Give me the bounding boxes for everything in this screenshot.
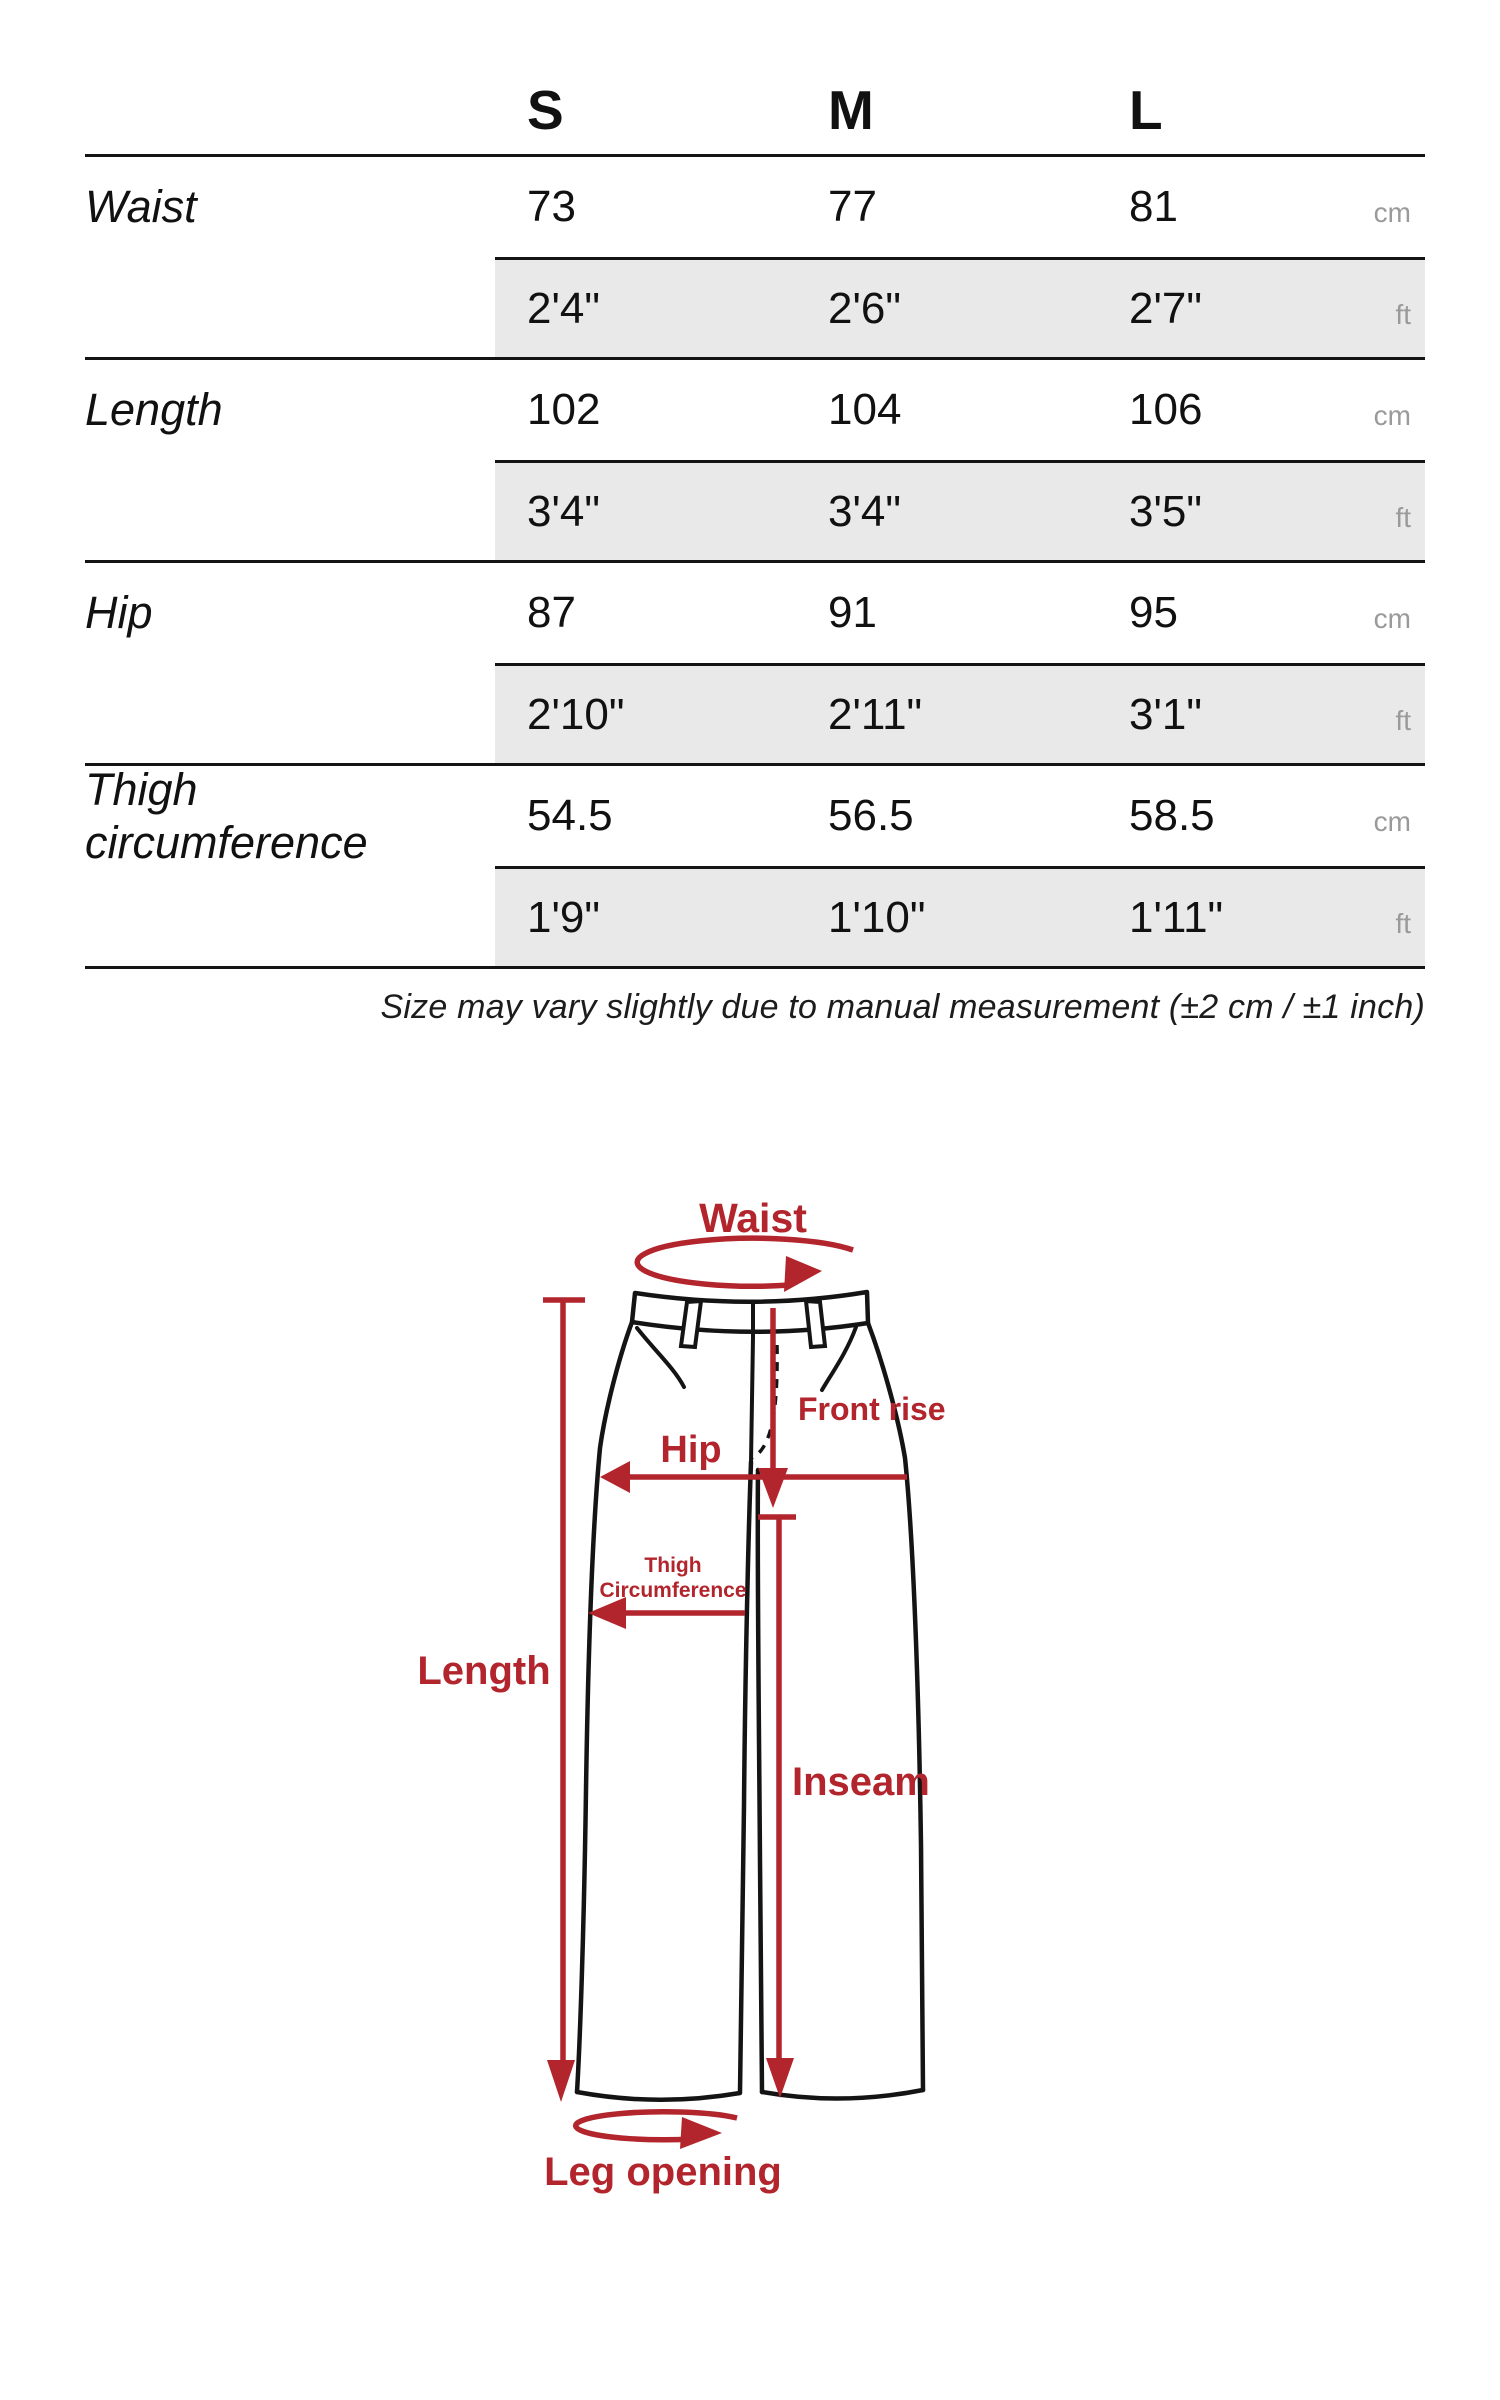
table-group-length: [85, 360, 1425, 563]
header-size-m: M: [828, 79, 874, 141]
left-pocket-line: [637, 1328, 684, 1387]
thigh-circumference-label-line2: Circumference: [599, 1579, 747, 1602]
cell-hip-m-cm: 91: [828, 588, 877, 637]
waistband: [632, 1292, 868, 1332]
cell-length-s-ft: 3'4": [527, 486, 600, 536]
length-arrowhead-icon: [547, 2060, 575, 2102]
table-row: [85, 866, 1425, 966]
ft-band: [495, 866, 1425, 966]
unit-label-ft: ft: [1395, 298, 1411, 330]
cell-waist-s-ft: 2'4": [527, 283, 600, 333]
cell-thigh-m-ft: 1'10": [828, 892, 926, 942]
right-pocket-line: [822, 1327, 856, 1390]
right-outer-seam: [868, 1323, 923, 2090]
cell-waist-l-cm: 81: [1129, 182, 1178, 231]
cell-length-m-ft: 3'4": [828, 486, 901, 536]
unit-label-cm: cm: [1373, 197, 1411, 228]
table-row: [85, 460, 1425, 560]
table-row: [85, 563, 1425, 663]
cell-hip-m-ft: 2'11": [828, 689, 923, 739]
unit-label-ft: ft: [1395, 704, 1411, 736]
cell-waist-l-ft: 2'7": [1129, 283, 1202, 333]
ft-band: [495, 257, 1425, 357]
right-belt-loop: [806, 1301, 825, 1347]
fly-center-seam: [751, 1337, 753, 1462]
cell-hip-s-cm: 87: [527, 588, 576, 637]
leg-opening-arrowhead-icon: [680, 2117, 722, 2149]
table-row: [85, 763, 1425, 868]
ft-band: [495, 663, 1425, 763]
unit-label-cm: cm: [1373, 400, 1411, 431]
hip-label: Hip: [660, 1429, 722, 1471]
cell-hip-l-ft: 3'1": [1129, 689, 1202, 739]
table-row: [85, 663, 1425, 763]
table-group-waist: [85, 157, 1425, 360]
leg-opening-label: Leg opening: [544, 2150, 782, 2194]
right-leg-hem: [762, 2090, 923, 2099]
front-rise-arrowhead-icon: [758, 1468, 788, 1508]
unit-label-cm: cm: [1373, 603, 1411, 634]
right-inner-seam: [758, 1470, 762, 2092]
left-leg-hem: [577, 2092, 740, 2100]
table-row: [85, 157, 1425, 257]
table-row: [85, 360, 1425, 460]
waist-label: Waist: [699, 1195, 807, 1241]
left-belt-loop: [681, 1301, 701, 1347]
cell-length-l-cm: 106: [1129, 385, 1203, 434]
length-label: Length: [417, 1649, 551, 1693]
header-size-s: S: [527, 79, 564, 141]
unit-label-cm: cm: [1373, 806, 1411, 837]
cell-thigh-l-cm: 58.5: [1129, 791, 1215, 840]
unit-label-ft: ft: [1395, 907, 1411, 939]
cell-thigh-s-cm: 54.5: [527, 791, 613, 840]
cell-waist-m-cm: 77: [828, 182, 877, 231]
left-outer-seam: [577, 1322, 632, 2092]
row-label-hip: Hip: [85, 587, 153, 639]
table-row: [85, 257, 1425, 357]
cell-waist-m-ft: 2'6": [828, 283, 901, 333]
inseam-label: Inseam: [792, 1760, 930, 1804]
cell-thigh-l-ft: 1'11": [1129, 892, 1224, 942]
size-table: [85, 40, 1425, 969]
header-size-l: L: [1129, 79, 1163, 141]
unit-label-ft: ft: [1395, 501, 1411, 533]
left-inner-seam: [740, 1462, 751, 2092]
ft-band: [495, 460, 1425, 560]
table-group-thigh: [85, 763, 1425, 969]
cell-thigh-m-cm: 56.5: [828, 791, 914, 840]
thigh-circumference-label-line1: Thigh: [644, 1554, 702, 1577]
row-label-length: Length: [85, 384, 223, 436]
measurement-footnote: Size may vary slightly due to manual measurement (±2 cm / ±1 inch): [380, 988, 1425, 1026]
cell-waist-s-cm: 73: [527, 182, 576, 231]
cell-length-m-cm: 104: [828, 385, 902, 434]
row-label-thigh: Thigh circumference: [85, 763, 368, 868]
hip-arrowhead-icon: [600, 1461, 630, 1493]
waist-ellipse-arrow: [637, 1238, 853, 1286]
front-rise-label: Front rise: [798, 1391, 946, 1427]
cell-length-l-ft: 3'5": [1129, 486, 1202, 536]
table-group-hip: [85, 563, 1425, 766]
cell-hip-l-cm: 95: [1129, 588, 1178, 637]
size-header-row: [85, 40, 1425, 157]
cell-thigh-s-ft: 1'9": [527, 892, 600, 942]
waist-arrowhead-icon: [784, 1256, 822, 1292]
row-label-waist: Waist: [85, 181, 197, 233]
cell-length-s-cm: 102: [527, 385, 601, 434]
pants-measurement-diagram: [400, 1180, 1100, 2240]
cell-hip-s-ft: 2'10": [527, 689, 625, 739]
